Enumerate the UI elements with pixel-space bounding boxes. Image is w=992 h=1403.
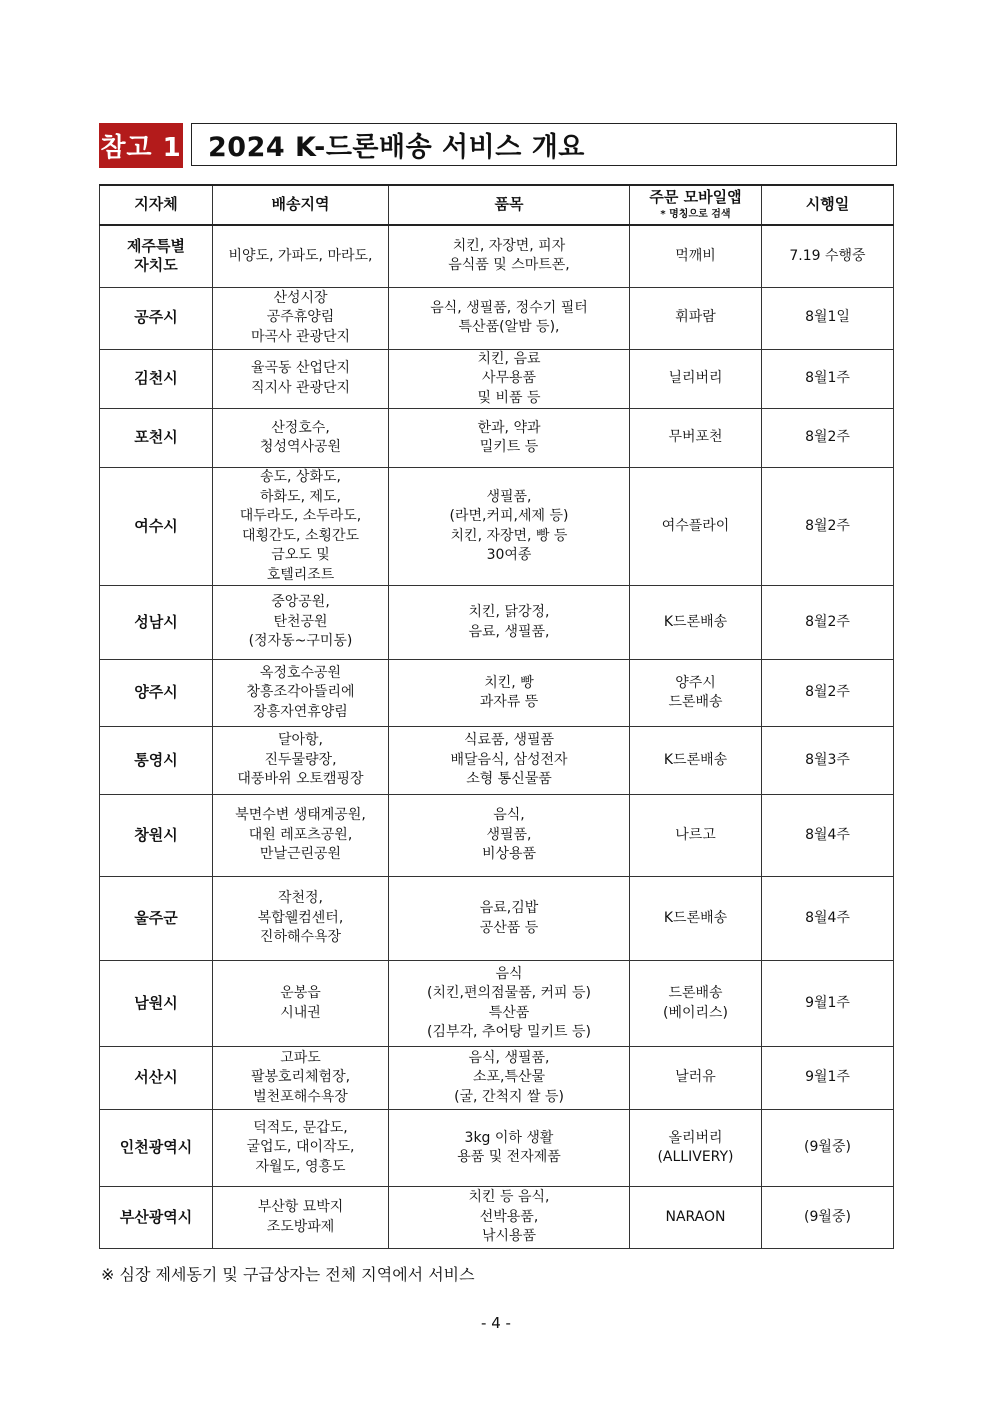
- cell-area: 고파도 팔봉호리체험장, 벌천포해수욕장: [213, 1047, 389, 1110]
- cell-region: 공주시: [100, 287, 213, 349]
- column-header-app-subnote: * 명칭으로 검색: [660, 208, 731, 220]
- cell-date: 8월1주: [762, 349, 894, 409]
- column-header-app-label: 주문 모바일앱: [649, 188, 742, 207]
- cell-app: K드론배송: [630, 586, 762, 660]
- cell-region: 김천시: [100, 349, 213, 409]
- cell-date: 8월2주: [762, 409, 894, 468]
- cell-app: 여수플라이: [630, 468, 762, 586]
- reference-badge: 참고 1: [99, 123, 183, 168]
- cell-app: 나르고: [630, 795, 762, 877]
- cell-area: 덕적도, 문갑도, 굴업도, 대이작도, 자월도, 영흥도: [213, 1110, 389, 1187]
- cell-area: 부산항 묘박지 조도방파제: [213, 1187, 389, 1249]
- cell-region: 울주군: [100, 877, 213, 961]
- cell-items: 치킨 등 음식, 선박용품, 낚시용품: [389, 1187, 630, 1249]
- cell-app: 올리버리 (ALLIVERY): [630, 1110, 762, 1187]
- cell-items: 3kg 이하 생활 용품 및 전자제품: [389, 1110, 630, 1187]
- cell-area: 운봉읍 시내권: [213, 961, 389, 1047]
- cell-app: 드론배송 (베이리스): [630, 961, 762, 1047]
- cell-region: 포천시: [100, 409, 213, 468]
- cell-items: 치킨, 빵 과자류 뜽: [389, 660, 630, 727]
- cell-date: 8월3주: [762, 727, 894, 795]
- cell-date: 8월2주: [762, 660, 894, 727]
- table-row: [100, 468, 894, 586]
- table-row: [100, 877, 894, 961]
- cell-date: 8월2주: [762, 586, 894, 660]
- cell-app: 날러유: [630, 1047, 762, 1110]
- column-header-items: 품목: [389, 185, 630, 225]
- cell-items: 음식 (치킨,편의점물품, 커피 등) 특산품 (김부각, 추어탕 밀키트 등): [389, 961, 630, 1047]
- cell-area: 산정호수, 청성역사공원: [213, 409, 389, 468]
- column-header-region: 지자체: [100, 185, 213, 225]
- cell-area: 달아항, 진두물량장, 대풍바위 오토캠핑장: [213, 727, 389, 795]
- cell-region: 성남시: [100, 586, 213, 660]
- cell-area: 산성시장 공주휴양림 마곡사 관광단지: [213, 287, 389, 349]
- cell-area: 중앙공원, 탄천공원 (정자동~구미동): [213, 586, 389, 660]
- cell-date: (9월중): [762, 1187, 894, 1249]
- cell-items: 생필품, (라면,커피,세제 등) 치킨, 자장면, 빵 등 30여종: [389, 468, 630, 586]
- footnote: ※ 심장 제세동기 및 구급상자는 전체 지역에서 서비스: [101, 1265, 475, 1284]
- cell-area: 북면수변 생태계공원, 대원 레포츠공원, 만날근린공원: [213, 795, 389, 877]
- cell-region: 인천광역시: [100, 1110, 213, 1187]
- cell-region: 부산광역시: [100, 1187, 213, 1249]
- cell-region: 양주시: [100, 660, 213, 727]
- cell-region: 제주특별 자치도: [100, 225, 213, 287]
- page-number: - 4 -: [481, 1314, 511, 1332]
- cell-items: 치킨, 닭강정, 음료, 생필품,: [389, 586, 630, 660]
- cell-region: 남원시: [100, 961, 213, 1047]
- cell-area: 율곡동 산업단지 직지사 관광단지: [213, 349, 389, 409]
- table-row: [100, 1047, 894, 1110]
- cell-area: 작천정, 복합웰컴센터, 진하해수욕장: [213, 877, 389, 961]
- cell-items: 식료품, 생필품 배달음식, 삼성전자 소형 통신물품: [389, 727, 630, 795]
- cell-region: 통영시: [100, 727, 213, 795]
- cell-app: 무버포천: [630, 409, 762, 468]
- cell-app: K드론배송: [630, 877, 762, 961]
- column-header-date: 시행일: [762, 185, 894, 225]
- drone-delivery-table: [99, 184, 894, 1249]
- table-row: [100, 795, 894, 877]
- cell-items: 치킨, 자장면, 피자 음식품 및 스마트폰,: [389, 225, 630, 287]
- cell-app: 닐리버리: [630, 349, 762, 409]
- cell-items: 한과, 약과 밀키트 등: [389, 409, 630, 468]
- table-row: [100, 727, 894, 795]
- cell-region: 여수시: [100, 468, 213, 586]
- cell-items: 음식, 생필품, 소포,특산물 (굴, 간척지 쌀 등): [389, 1047, 630, 1110]
- section-header: [99, 123, 899, 168]
- cell-app: K드론배송: [630, 727, 762, 795]
- cell-date: 7.19 수행중: [762, 225, 894, 287]
- cell-date: 9월1주: [762, 1047, 894, 1110]
- cell-app: 휘파람: [630, 287, 762, 349]
- page-title: 2024 K-드론배송 서비스 개요: [191, 123, 897, 166]
- table-row: [100, 225, 894, 287]
- cell-date: 8월1일: [762, 287, 894, 349]
- cell-region: 서산시: [100, 1047, 213, 1110]
- cell-items: 치킨, 음료 사무용품 및 비품 등: [389, 349, 630, 409]
- table-body: [100, 225, 894, 1249]
- table-row: [100, 586, 894, 660]
- cell-app: 먹깨비: [630, 225, 762, 287]
- cell-items: 음식, 생필품, 정수기 필터 특산품(알밤 등),: [389, 287, 630, 349]
- cell-area: 옥정호수공원 창흥조각아뜰리에 장흥자연휴양림: [213, 660, 389, 727]
- table-row: [100, 1187, 894, 1249]
- table-row: [100, 1110, 894, 1187]
- column-header-app: [630, 185, 762, 225]
- cell-date: 9월1주: [762, 961, 894, 1047]
- cell-items: 음료,김밥 공산품 등: [389, 877, 630, 961]
- cell-items: 음식, 생필품, 비상용품: [389, 795, 630, 877]
- table-row: [100, 287, 894, 349]
- cell-app: 양주시 드론배송: [630, 660, 762, 727]
- cell-area: 비양도, 가파도, 마라도,: [213, 225, 389, 287]
- table-row: [100, 409, 894, 468]
- cell-date: 8월4주: [762, 795, 894, 877]
- table-row: [100, 660, 894, 727]
- column-header-area: 배송지역: [213, 185, 389, 225]
- cell-region: 창원시: [100, 795, 213, 877]
- cell-app: NARAON: [630, 1187, 762, 1249]
- cell-date: 8월2주: [762, 468, 894, 586]
- cell-area: 송도, 상화도, 하화도, 제도, 대두라도, 소두라도, 대횡간도, 소횡간도 금오도 및 호텔리조트: [213, 468, 389, 586]
- table-row: [100, 349, 894, 409]
- table-row: [100, 961, 894, 1047]
- cell-date: 8월4주: [762, 877, 894, 961]
- cell-date: (9월중): [762, 1110, 894, 1187]
